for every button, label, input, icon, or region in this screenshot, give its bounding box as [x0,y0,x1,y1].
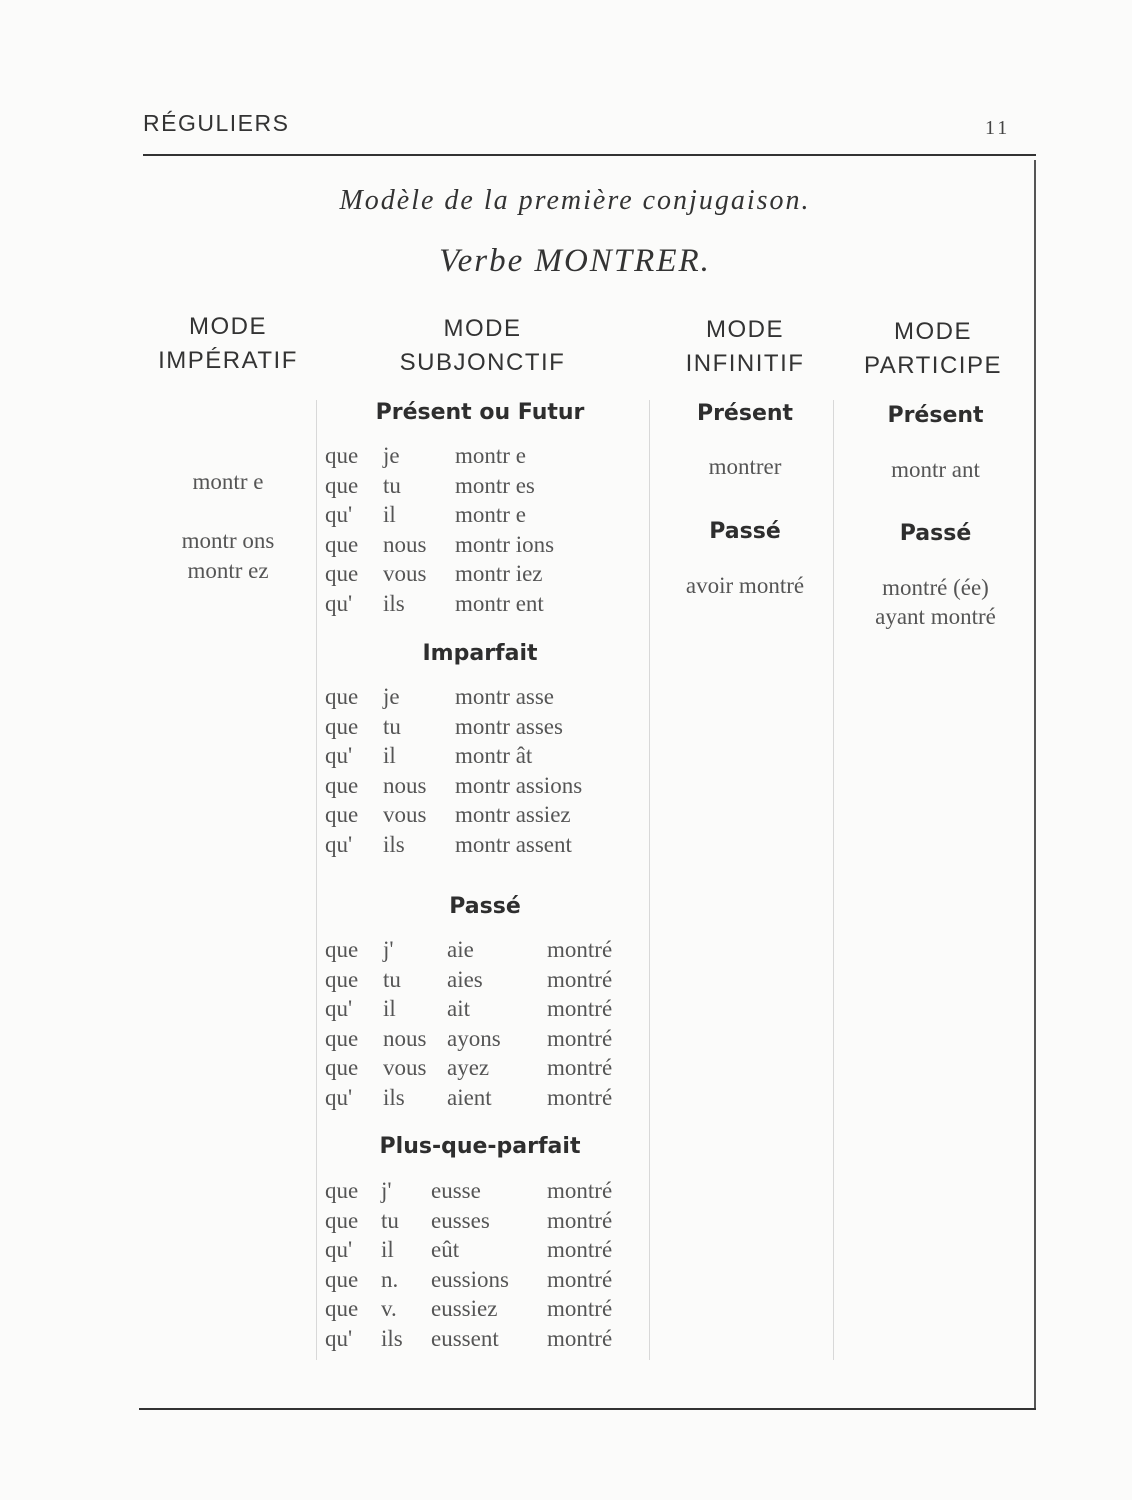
conj-participle: montré [547,1237,613,1262]
participe-passe-heading: Passé [899,521,972,546]
conjugation-row [325,830,645,860]
conj-participle: montré [547,1296,613,1321]
infinitif-passe-heading: Passé [709,519,781,544]
conj-participle: montré [547,1178,613,1203]
conjugation-block [325,441,645,618]
conj-que: que [325,1266,359,1292]
conj-pronoun: tu [383,472,401,498]
running-head: RÉGULIERS [143,110,290,136]
conj-pronoun: tu [381,1207,399,1233]
conj-que: qu' [325,831,353,857]
conj-que: qu' [325,1325,353,1351]
participe-present-heading: Présent [887,403,984,428]
conj-participle: montré [547,1084,613,1110]
conj-auxiliary: eussiez [431,1296,498,1321]
conj-pronoun: je [383,684,400,709]
conj-pronoun: n. [381,1266,399,1292]
conjugation-block [325,1176,645,1353]
conj-que: que [325,531,359,557]
conj-que: qu' [325,1084,353,1110]
infinitif-passe-form: avoir montré [685,573,805,598]
participe-present-form: montr ant [891,457,980,482]
mode-label: MODE [894,318,972,345]
conj-que: que [325,1178,359,1203]
conj-auxiliary: aient [447,1084,492,1110]
conjugation-row [325,589,645,619]
conj-que: que [325,802,359,827]
conj-que: que [325,561,359,586]
conjugation-row [325,1024,645,1054]
imperatif-form: montr ons [181,528,275,553]
conj-que: qu' [325,590,353,616]
conj-form: montr e [455,443,526,468]
conj-form: montr ât [455,743,533,768]
column-divider-3 [833,400,834,1360]
conj-que: que [325,472,359,498]
conj-form: montr ent [455,590,544,616]
table-title: Modèle de la première conjugaison. [339,185,811,216]
conj-auxiliary: eussions [431,1266,509,1292]
conjugation-row [325,965,645,995]
mode-label: MODE [189,313,267,340]
conj-auxiliary: eusses [431,1207,490,1233]
conj-pronoun: vous [383,561,427,586]
mode-name: SUBJONCTIF [399,349,566,376]
conj-auxiliary: eusse [431,1178,481,1203]
conj-participle: montré [547,996,613,1021]
conjugation-row [325,741,645,771]
conj-pronoun: il [383,502,396,527]
conj-pronoun: j' [383,937,394,962]
mode-label: MODE [443,315,522,342]
conj-participle: montré [547,1025,613,1051]
conj-form: montr assent [455,831,572,857]
conj-pronoun: ils [383,590,405,616]
infinitif-present-heading: Présent [696,401,794,426]
conj-auxiliary: aies [447,966,483,992]
conj-que: qu' [325,1237,353,1262]
mode-header-subjonctif [380,312,585,380]
conjugation-row [325,1235,645,1265]
conj-form: montr assiez [455,802,571,827]
conj-form: montr assions [455,772,583,798]
conj-auxiliary: eussent [431,1325,499,1351]
infinitif-present-form: montrer [708,454,782,479]
conj-participle: montré [547,1266,613,1292]
conj-pronoun: il [383,743,396,768]
tense-heading: Plus-que-parfait [379,1134,581,1159]
conj-pronoun: je [383,443,400,468]
conj-auxiliary: ayez [447,1055,490,1080]
conj-pronoun: nous [383,772,427,798]
imperatif-form: montr ez [187,558,269,583]
conj-participle: montré [547,1325,613,1351]
footer-rule [139,1408,1036,1410]
conj-que: que [325,1296,359,1321]
tense-heading: Présent ou Futur [375,400,585,425]
conj-participle: montré [547,1207,613,1233]
conjugation-row [325,994,645,1024]
conjugation-row [325,471,645,501]
conj-que: que [325,1207,359,1233]
mode-header-participe [848,315,1018,383]
verb-title: Verbe MONTRER. [439,243,711,279]
conj-que: qu' [325,996,353,1021]
conj-auxiliary: eût [431,1237,460,1262]
conjugation-row [325,441,645,471]
conj-que: que [325,684,359,709]
column-divider-2 [649,400,650,1360]
page-number: 11 [985,117,1011,139]
conjugation-row [325,771,645,801]
conjugation-row [325,800,645,830]
tense-heading: Passé [449,894,521,919]
conjugation-row [325,1083,645,1113]
conj-form: montr e [455,502,526,527]
mode-name: PARTICIPE [864,352,1002,379]
conjugation-block [325,682,645,859]
conjugation-row [325,712,645,742]
conjugation-row [325,1053,645,1083]
conj-pronoun: ils [383,831,405,857]
conj-pronoun: vous [383,1055,427,1080]
conj-que: que [325,1055,359,1080]
header-rule [143,154,1036,156]
conj-pronoun: il [381,1237,394,1262]
conj-pronoun: v. [381,1296,397,1321]
conj-form: montr ions [455,531,555,557]
mode-header-imperatif [138,310,318,378]
conj-pronoun: tu [383,966,401,992]
conjugation-block [325,935,645,1112]
mode-name: IMPÉRATIF [158,347,298,374]
conj-que: qu' [325,502,353,527]
conj-form: montr iez [455,561,543,586]
conj-form: montr asse [455,684,555,709]
conjugation-row [325,1176,645,1206]
conj-auxiliary: ait [447,996,470,1021]
conj-participle: montré [547,966,613,992]
conj-pronoun: nous [383,1025,427,1051]
conj-que: que [325,443,359,468]
right-frame-rule [1034,160,1036,1410]
mode-label: MODE [706,316,784,343]
conj-form: montr asses [455,713,563,739]
conj-pronoun: tu [383,713,401,739]
conjugation-row [325,1206,645,1236]
conj-auxiliary: ayons [447,1025,501,1051]
mode-name: INFINITIF [685,350,805,377]
conjugation-row [325,935,645,965]
conj-pronoun: nous [383,531,427,557]
conjugation-row [325,1265,645,1295]
conj-form: montr es [455,472,535,498]
participe-passe-form: ayant montré [875,604,996,629]
conjugation-row [325,1324,645,1354]
conj-pronoun: ils [381,1325,403,1351]
conjugation-row [325,1294,645,1324]
conj-que: que [325,1025,359,1051]
conj-participle: montré [547,1055,613,1080]
tense-heading: Imparfait [422,641,538,666]
conj-participle: montré [547,937,613,962]
participe-passe-form: montré (ée) [882,575,989,600]
conj-que: que [325,937,359,962]
conj-pronoun: il [383,996,396,1021]
imperatif-form: montr e [192,469,264,494]
conj-pronoun: ils [383,1084,405,1110]
conjugation-row [325,559,645,589]
mode-header-infinitif [665,313,825,381]
conj-que: que [325,713,359,739]
conj-que: qu' [325,743,353,768]
conj-pronoun: j' [381,1178,392,1203]
conjugation-row [325,682,645,712]
conj-que: que [325,772,359,798]
conjugation-row [325,500,645,530]
conj-pronoun: vous [383,802,427,827]
conj-auxiliary: aie [447,937,474,962]
conj-que: que [325,966,359,992]
conjugation-row [325,530,645,560]
